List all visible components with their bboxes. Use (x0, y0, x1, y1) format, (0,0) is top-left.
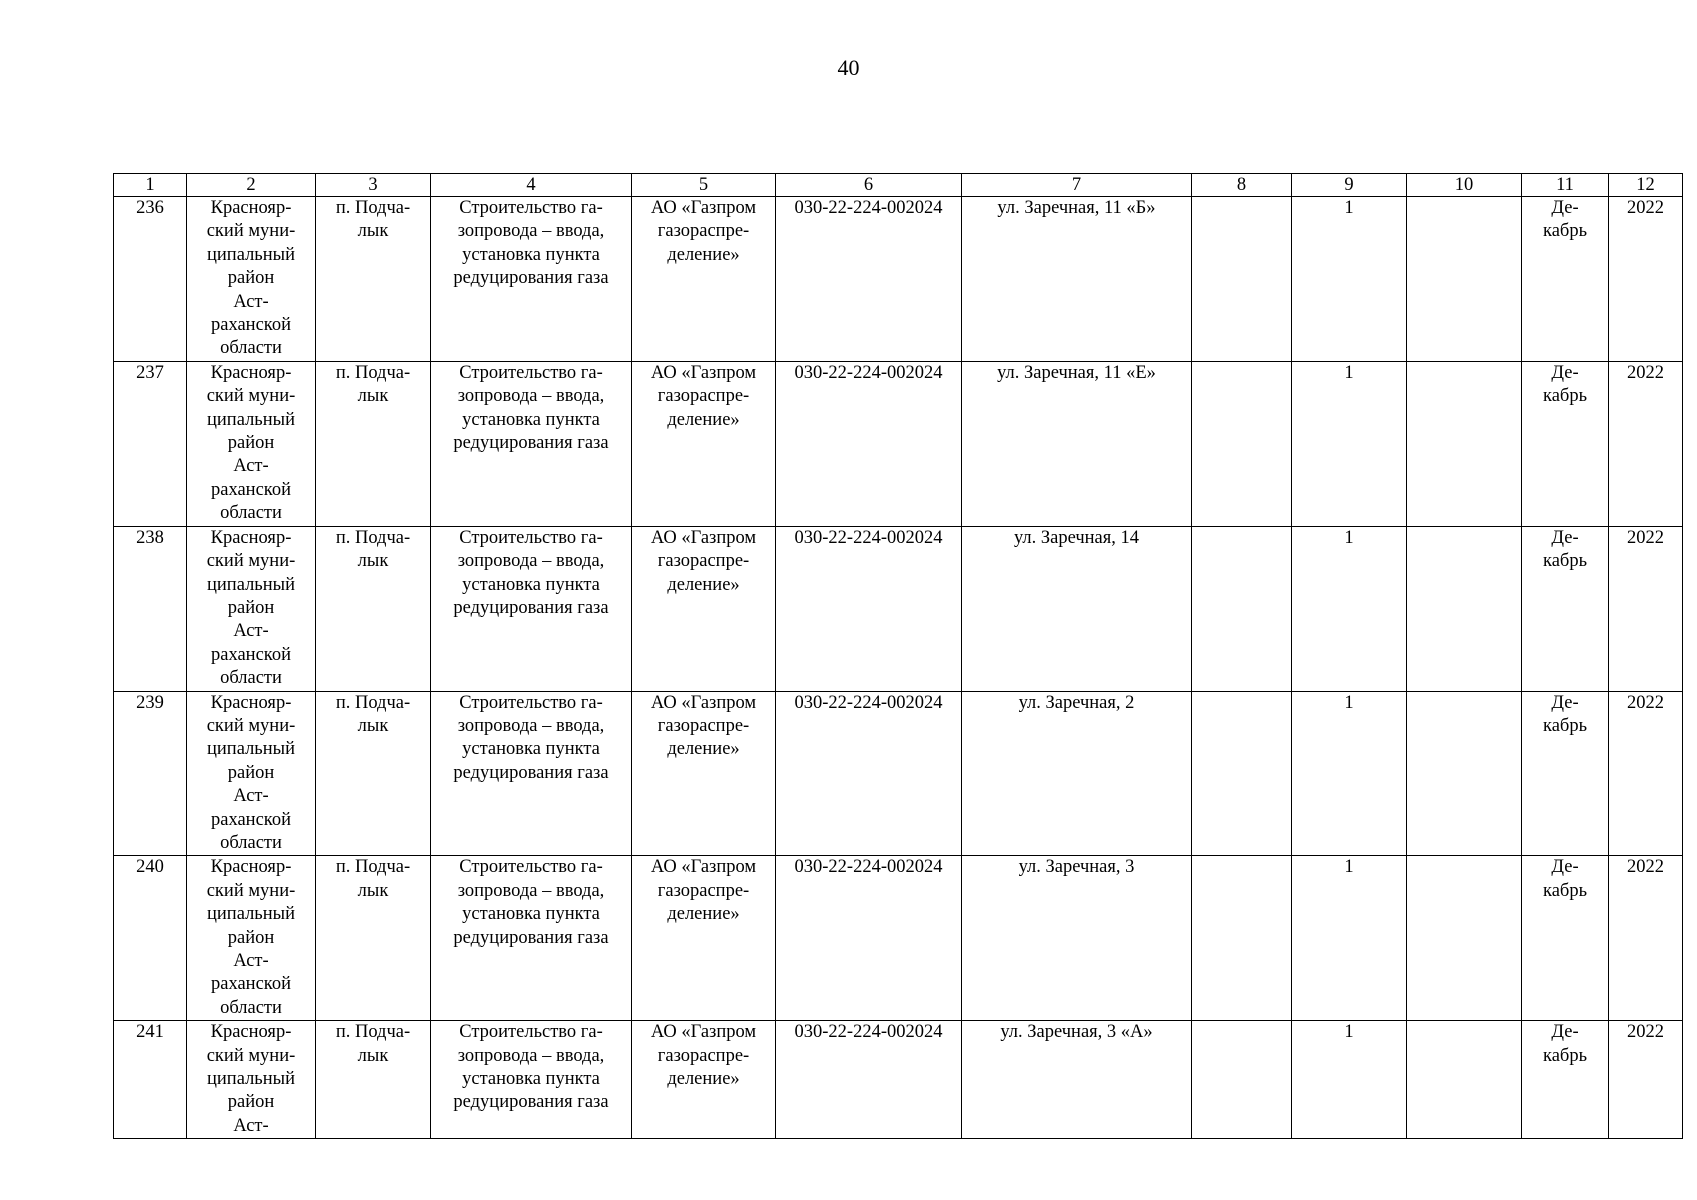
column-header: 8 (1192, 174, 1292, 197)
column-header: 5 (632, 174, 776, 197)
table-row (114, 1021, 1683, 1139)
column-header: 10 (1407, 174, 1522, 197)
year-cell: 2022 (1609, 856, 1683, 1021)
settlement-cell: п. Подча- лык (316, 526, 431, 691)
month-cell: Де- кабрь (1522, 1021, 1609, 1139)
address-cell: ул. Заречная, 11 «Е» (962, 361, 1192, 526)
row-number: 236 (114, 197, 187, 362)
empty-cell (1192, 361, 1292, 526)
count-cell: 1 (1292, 361, 1407, 526)
column-header: 6 (776, 174, 962, 197)
column-number-row (114, 174, 1683, 197)
column-header: 2 (187, 174, 316, 197)
month-cell: Де- кабрь (1522, 361, 1609, 526)
work-cell: Строительство га- зопровода – ввода, установка пункта редуцирования газа (431, 197, 632, 362)
year-cell: 2022 (1609, 691, 1683, 856)
code-cell: 030-22-224-002024 (776, 361, 962, 526)
table-row (114, 856, 1683, 1021)
organization-cell: АО «Газпром газораспре- деление» (632, 691, 776, 856)
empty-cell (1192, 691, 1292, 856)
code-cell: 030-22-224-002024 (776, 526, 962, 691)
column-header: 1 (114, 174, 187, 197)
count-cell: 1 (1292, 856, 1407, 1021)
settlement-cell: п. Подча- лык (316, 197, 431, 362)
empty-cell (1407, 526, 1522, 691)
count-cell: 1 (1292, 526, 1407, 691)
municipality-cell: Краснояр- ский муни- ципальный район Аст- раханской области (187, 197, 316, 362)
work-cell: Строительство га- зопровода – ввода, установка пункта редуцирования газа (431, 856, 632, 1021)
settlement-cell: п. Подча- лык (316, 856, 431, 1021)
data-table (113, 173, 1683, 1139)
table-row (114, 526, 1683, 691)
empty-cell (1407, 856, 1522, 1021)
table-row (114, 691, 1683, 856)
work-cell: Строительство га- зопровода – ввода, установка пункта редуцирования газа (431, 1021, 632, 1139)
settlement-cell: п. Подча- лык (316, 361, 431, 526)
column-header: 4 (431, 174, 632, 197)
row-number: 240 (114, 856, 187, 1021)
column-header: 9 (1292, 174, 1407, 197)
column-header: 3 (316, 174, 431, 197)
empty-cell (1192, 526, 1292, 691)
work-cell: Строительство га- зопровода – ввода, установка пункта редуцирования газа (431, 361, 632, 526)
year-cell: 2022 (1609, 197, 1683, 362)
municipality-cell: Краснояр- ский муни- ципальный район Аст- раханской области (187, 856, 316, 1021)
address-cell: ул. Заречная, 2 (962, 691, 1192, 856)
address-cell: ул. Заречная, 3 «А» (962, 1021, 1192, 1139)
organization-cell: АО «Газпром газораспре- деление» (632, 526, 776, 691)
count-cell: 1 (1292, 1021, 1407, 1139)
empty-cell (1407, 691, 1522, 856)
organization-cell: АО «Газпром газораспре- деление» (632, 197, 776, 362)
work-cell: Строительство га- зопровода – ввода, установка пункта редуцирования газа (431, 691, 632, 856)
settlement-cell: п. Подча- лык (316, 1021, 431, 1139)
empty-cell (1407, 1021, 1522, 1139)
municipality-cell: Краснояр- ский муни- ципальный район Аст- (187, 1021, 316, 1139)
row-number: 241 (114, 1021, 187, 1139)
row-number: 239 (114, 691, 187, 856)
empty-cell (1192, 197, 1292, 362)
table-row (114, 197, 1683, 362)
address-cell: ул. Заречная, 11 «Б» (962, 197, 1192, 362)
municipality-cell: Краснояр- ский муни- ципальный район Аст- раханской области (187, 691, 316, 856)
month-cell: Де- кабрь (1522, 856, 1609, 1021)
settlement-cell: п. Подча- лык (316, 691, 431, 856)
count-cell: 1 (1292, 691, 1407, 856)
organization-cell: АО «Газпром газораспре- деление» (632, 1021, 776, 1139)
organization-cell: АО «Газпром газораспре- деление» (632, 856, 776, 1021)
code-cell: 030-22-224-002024 (776, 1021, 962, 1139)
empty-cell (1407, 197, 1522, 362)
empty-cell (1192, 856, 1292, 1021)
month-cell: Де- кабрь (1522, 526, 1609, 691)
page-number: 40 (837, 55, 860, 80)
year-cell: 2022 (1609, 526, 1683, 691)
organization-cell: АО «Газпром газораспре- деление» (632, 361, 776, 526)
column-header: 7 (962, 174, 1192, 197)
work-cell: Строительство га- зопровода – ввода, установка пункта редуцирования газа (431, 526, 632, 691)
code-cell: 030-22-224-002024 (776, 856, 962, 1021)
year-cell: 2022 (1609, 361, 1683, 526)
month-cell: Де- кабрь (1522, 691, 1609, 856)
year-cell: 2022 (1609, 1021, 1683, 1139)
code-cell: 030-22-224-002024 (776, 691, 962, 856)
row-number: 238 (114, 526, 187, 691)
municipality-cell: Краснояр- ский муни- ципальный район Аст- раханской области (187, 361, 316, 526)
count-cell: 1 (1292, 197, 1407, 362)
column-header: 12 (1609, 174, 1683, 197)
month-cell: Де- кабрь (1522, 197, 1609, 362)
row-number: 237 (114, 361, 187, 526)
address-cell: ул. Заречная, 3 (962, 856, 1192, 1021)
empty-cell (1407, 361, 1522, 526)
table-row (114, 361, 1683, 526)
code-cell: 030-22-224-002024 (776, 197, 962, 362)
address-cell: ул. Заречная, 14 (962, 526, 1192, 691)
empty-cell (1192, 1021, 1292, 1139)
column-header: 11 (1522, 174, 1609, 197)
municipality-cell: Краснояр- ский муни- ципальный район Аст- раханской области (187, 526, 316, 691)
